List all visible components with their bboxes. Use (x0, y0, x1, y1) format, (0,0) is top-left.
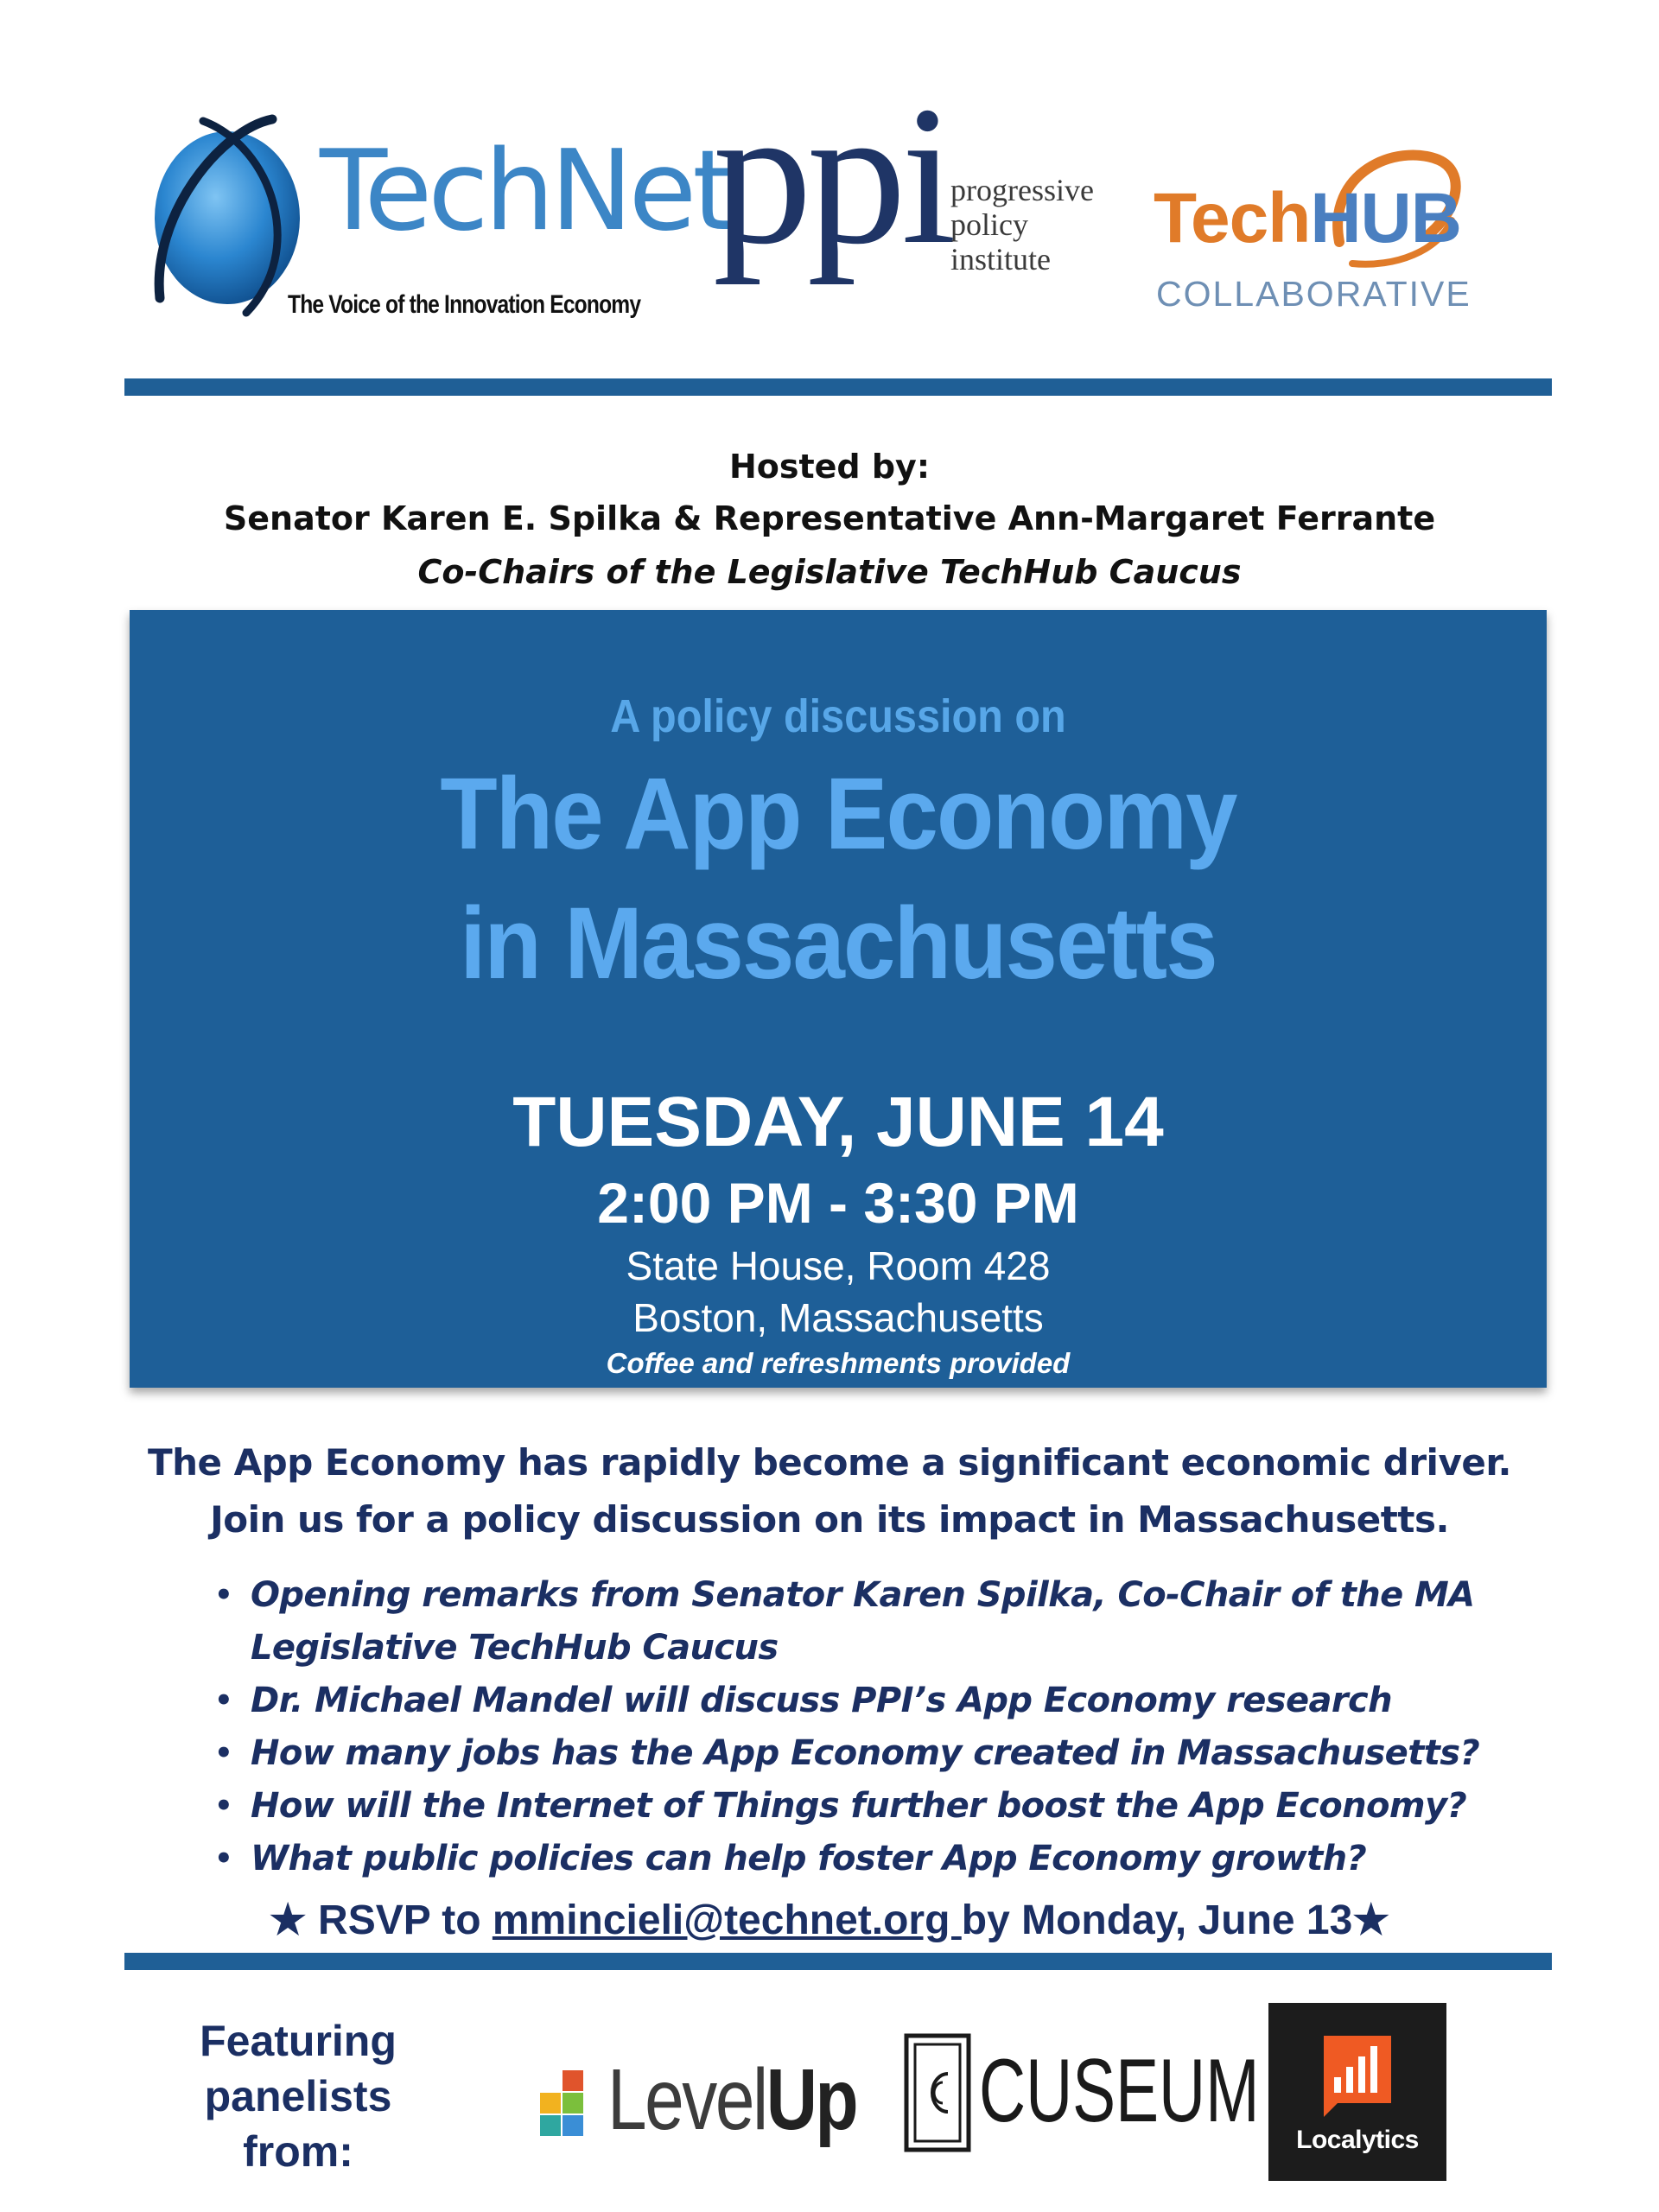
hosts-names: Senator Karen E. Spilka & Representative Ann-Margaret Ferrante (223, 499, 1436, 537)
featuring-line: panelists (204, 2072, 392, 2120)
agenda-item: • Dr. Michael Mandel will discuss PPI’s App Economy research (214, 1675, 1510, 1727)
description-line1: The App Economy has rapidly become a significant economic driver. (148, 1441, 1511, 1484)
rsvp-prefix: ★ RSVP to (269, 1897, 493, 1943)
agenda-item: • What public policies can help foster App Economy growth? (214, 1833, 1510, 1885)
event-date: TUESDAY, JUNE 14 (512, 1083, 1164, 1161)
levelup-up: Up (766, 2051, 857, 2148)
rsvp-suffix: by Monday, June 13★ (961, 1897, 1390, 1943)
event-title-line2: in Massachusetts (460, 887, 1217, 1001)
rsvp-email-link[interactable]: mmincieli@technet.org (492, 1897, 962, 1943)
levelup-wordmark (607, 2051, 857, 2148)
featuring-line: Featuring (200, 2017, 397, 2065)
description-line2: Join us for a policy discussion on its impact in Massachusetts. (210, 1498, 1449, 1541)
hosted-by-label: Hosted by: (728, 448, 931, 486)
ppi-description (950, 173, 1094, 276)
levelup-level: Level (607, 2051, 766, 2148)
agenda-item: • Opening remarks from Senator Karen Spilka, Co-Chair of the MA Legislative TechHub Caucus (214, 1569, 1510, 1675)
bar-chart-icon (1268, 2003, 1446, 2124)
divider-top (124, 378, 1552, 396)
event-room: State House, Room 428 (626, 1243, 1051, 1288)
technet-logo (143, 112, 732, 337)
ppi-desc-line: progressive (950, 173, 1094, 207)
ppi-desc-line: policy (950, 207, 1028, 242)
techhub-wordmark (1154, 179, 1461, 257)
cuseum-wordmark: CUSEUM (979, 2041, 1260, 2141)
hosts-role: Co-Chairs of the Legislative TechHub Caucus (417, 553, 1242, 591)
levelup-blocks-icon (540, 2067, 601, 2145)
localytics-wordmark: Localytics (1296, 2126, 1419, 2154)
agenda-item: • How will the Internet of Things further boost the App Economy? (214, 1780, 1510, 1833)
event-time: 2:00 PM - 3:30 PM (597, 1171, 1079, 1235)
techhub-tech: Tech (1154, 179, 1311, 257)
rsvp-line (0, 1896, 1659, 1944)
ppi-logo (713, 65, 1110, 328)
divider-bottom (124, 1953, 1552, 1970)
localytics-logo (1268, 2003, 1446, 2181)
globe-icon (143, 112, 307, 320)
technet-wordmark: TechNet (320, 127, 732, 256)
featuring-label (181, 2013, 415, 2179)
techhub-hub: HUB (1310, 179, 1461, 257)
museum-frame-icon (903, 2032, 972, 2153)
event-details-panel (130, 610, 1547, 1388)
ppi-wordmark: ppi (713, 65, 951, 285)
event-intro: A policy discussion on (610, 690, 1066, 742)
levelup-logo (540, 2048, 857, 2160)
agenda-list (214, 1569, 1510, 1885)
event-note: Coffee and refreshments provided (606, 1347, 1071, 1379)
featuring-line: from: (243, 2127, 353, 2176)
techhub-logo (1154, 138, 1499, 328)
ppi-desc-line: institute (950, 242, 1051, 276)
event-city: Boston, Massachusetts (632, 1295, 1044, 1340)
event-title-line1: The App Economy (440, 757, 1236, 871)
cuseum-logo (903, 2032, 1260, 2162)
sponsor-logo-row (0, 0, 1659, 363)
techhub-collaborative: COLLABORATIVE (1156, 274, 1471, 314)
technet-tagline: The Voice of the Innovation Economy (288, 290, 641, 319)
agenda-item: • How many jobs has the App Economy created in Massachusetts? (214, 1727, 1510, 1780)
